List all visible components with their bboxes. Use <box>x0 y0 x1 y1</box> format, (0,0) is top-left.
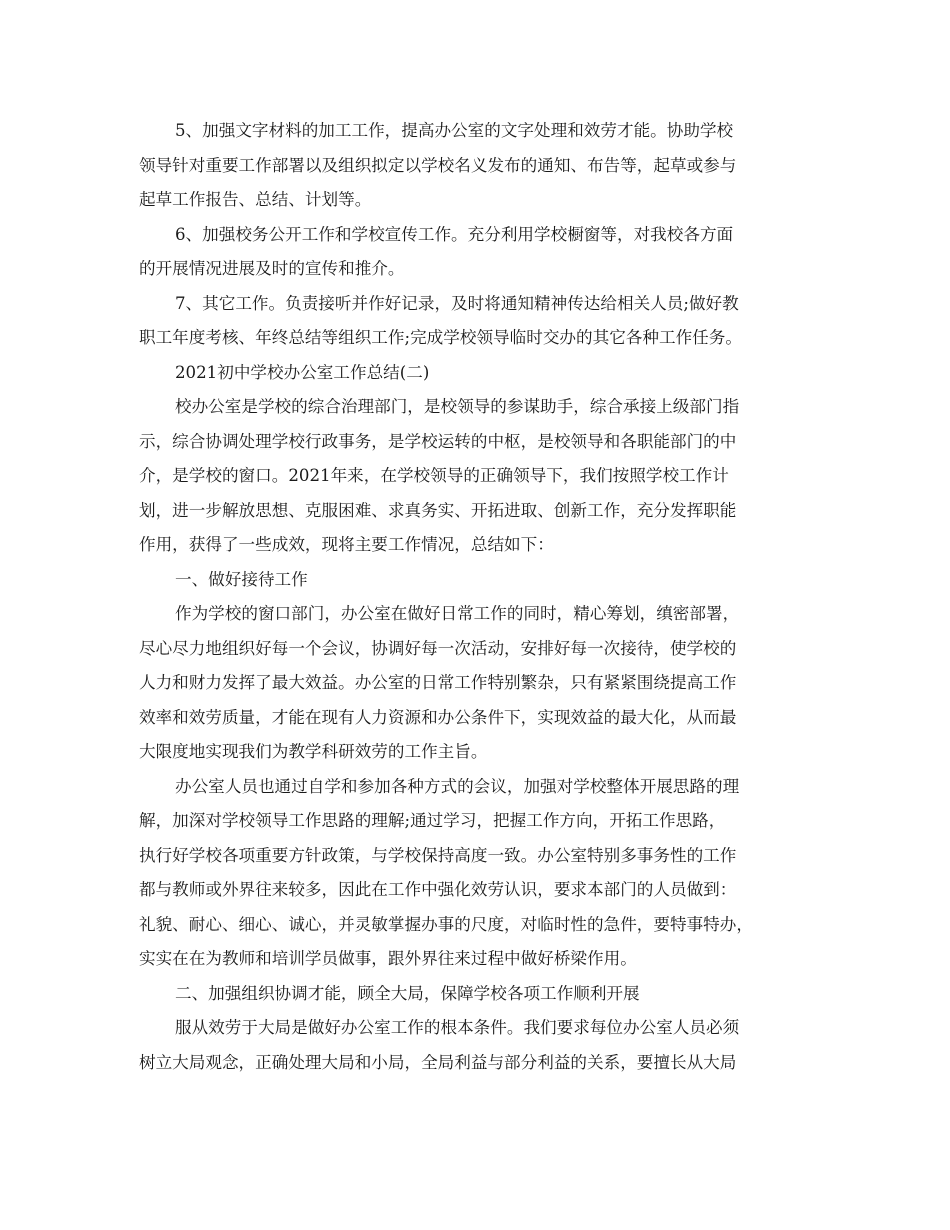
text-line: 5、加强文字材料的加工工作，提高办公室的文字处理和效劳才能。协助学校 <box>175 121 734 140</box>
text-line: 实实在在为教师和培训学员做事，跟外界往来过程中做好桥梁作用。 <box>139 949 637 968</box>
text-line: 的开展情况进展及时的宣传和推介。 <box>139 259 405 278</box>
text-line: 起草工作报告、总结、计划等。 <box>139 190 372 209</box>
text-line: 服从效劳于大局是做好办公室工作的根本条件。我们要求每位办公室人员必须 <box>175 1018 740 1037</box>
text-line: 执行好学校各项重要方针政策，与学校保持高度一致。办公室特别多事务性的工作 <box>139 845 737 865</box>
text-line: 都与教师或外界往来较多，因此在工作中强化效劳认识，要求本部门的人员做到： <box>139 880 737 899</box>
text-line: 人力和财力发挥了最大效益。办公室的日常工作特别繁杂，只有紧紧围绕提高工作 <box>139 673 737 692</box>
text-line: 划，进一步解放思想、克服困难、求真务实、开拓进取、创新工作，充分发挥职能 <box>139 500 737 520</box>
text-line: 尽心尽力地组织好每一个会议，协调好每一次活动，安排好每一次接待，使学校的 <box>139 638 737 658</box>
text-line: 大限度地实现我们为教学科研效劳的工作主旨。 <box>139 742 488 761</box>
text-line: 作为学校的窗口部门，办公室在做好日常工作的同时，精心筹划，缜密部署， <box>175 604 740 623</box>
document-body <box>139 114 824 1080</box>
text-line: 7、其它工作。负责接听并作好记录，及时将通知精神传达给相关人员;做好教 <box>175 293 739 313</box>
section-title: 2021初中学校办公室工作总结(二) <box>175 362 430 382</box>
text-line: 办公室人员也通过自学和参加各种方式的会议，加强对学校整体开展思路的理 <box>175 776 740 796</box>
text-line: 树立大局观念，正确处理大局和小局，全局利益与部分利益的关系，要擅长从大局 <box>139 1052 737 1072</box>
section-heading: 一、做好接待工作 <box>175 569 308 589</box>
text-line: 效率和效劳质量，才能在现有人力资源和办公条件下，实现效益的最大化，从而最 <box>139 707 737 727</box>
text-line: 作用，获得了一些成效，现将主要工作情况，总结如下： <box>139 535 554 554</box>
text-line: 示，综合协调处理学校行政事务，是学校运转的中枢，是校领导和各职能部门的中 <box>139 431 737 451</box>
section-heading: 二、加强组织协调才能，顾全大局，保障学校各项工作顺利开展 <box>175 983 640 1003</box>
text-line: 介，是学校的窗口。2021年来，在学校领导的正确领导下，我们按照学校工作计 <box>139 466 729 485</box>
text-line: 职工年度考核、年终总结等组织工作;完成学校领导临时交办的其它各种工作任务。 <box>139 328 742 347</box>
text-line: 6、加强校务公开工作和学校宣传工作。充分利用学校橱窗等，对我校各方面 <box>175 224 734 244</box>
text-line: 领导针对重要工作部署以及组织拟定以学校名义发布的通知、布告等，起草或参与 <box>139 155 737 175</box>
text-line: 解，加深对学校领导工作思路的理解;通过学习，把握工作方向，开拓工作思路， <box>139 811 726 830</box>
text-line: 校办公室是学校的综合治理部门，是校领导的参谋助手，综合承接上级部门指 <box>175 397 740 416</box>
text-line: 礼貌、耐心、细心、诚心，并灵敏掌握办事的尺度，对临时性的急件，要特事特办， <box>139 914 753 934</box>
